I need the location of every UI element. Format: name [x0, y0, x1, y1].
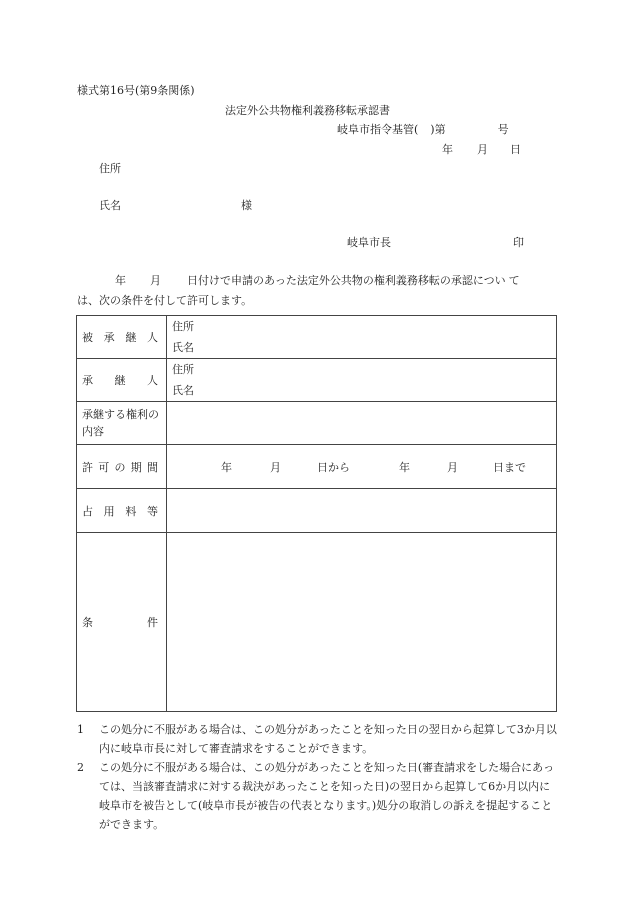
transferee-label	[77, 359, 167, 402]
reference-number	[337, 123, 509, 137]
transferor-address-label: 住所	[172, 320, 194, 333]
reference-mid: )第	[430, 123, 446, 136]
period-month-2: 月	[447, 460, 458, 474]
label-char: 等	[146, 504, 158, 518]
rights-label	[77, 402, 167, 445]
period-year-2: 年	[399, 460, 410, 474]
label-char: 条	[82, 616, 93, 629]
period-field[interactable]	[167, 445, 557, 489]
label-char: 人	[146, 331, 158, 344]
issuer-name: 岐阜市長	[347, 236, 391, 249]
addressee-address-label: 住所	[99, 162, 121, 175]
note-item	[77, 758, 557, 834]
label-char: 許	[82, 460, 93, 474]
note-text: この処分に不服がある場合は、この処分があったことを知った日(審査請求をした場合にあっては、当該審査請求に対する裁決があったことを知った日)の翌日から起算して6か月以内に岐阜市を被告として(岐阜市長が被告の代表となります。)処分の取消しの訴えを提起することができます。	[99, 761, 555, 831]
label-char: 承	[82, 374, 93, 387]
document-title: 法定外公共物権利義務移転承認書	[225, 104, 390, 117]
date-month: 月	[477, 143, 488, 156]
note-number: 2	[77, 761, 84, 774]
issue-date	[442, 143, 521, 157]
notes	[77, 720, 557, 834]
addressee-honorific: 様	[241, 199, 252, 212]
rights-label-text: 承継する権利の内容	[82, 408, 159, 438]
fee-label	[77, 489, 167, 533]
conditions-row	[77, 533, 557, 712]
body-line1	[187, 274, 520, 288]
body-line1-end: て	[508, 274, 520, 287]
label-char: 期	[130, 460, 142, 474]
addressee-name-label: 氏名	[99, 199, 121, 212]
approval-form-table	[76, 315, 557, 712]
form-number: 様式第16号(第9条関係)	[77, 84, 195, 97]
body-year: 年	[115, 274, 126, 287]
date-day: 日	[510, 143, 521, 156]
rights-field[interactable]	[167, 402, 557, 445]
body-line2: は、次の条件を付して許可します。	[77, 294, 253, 307]
note-number: 1	[77, 723, 84, 736]
label-char: 料	[125, 504, 137, 518]
transferor-fields[interactable]	[167, 316, 557, 359]
period-label	[77, 445, 167, 489]
transferee-fields[interactable]	[167, 359, 557, 402]
transferee-name-label: 氏名	[172, 384, 194, 397]
transferee-row	[77, 359, 557, 402]
period-month-1: 月	[270, 460, 281, 474]
conditions-label	[77, 533, 167, 712]
label-char: 件	[147, 616, 158, 629]
note-item	[77, 720, 557, 758]
label-char: 被	[82, 331, 93, 344]
period-row	[77, 445, 557, 489]
period-until: 日まで	[493, 460, 526, 474]
rights-row	[77, 402, 557, 445]
note-text: この処分に不服がある場合は、この処分があったことを知った日の翌日から起算して3か月以内に岐阜市長に対して審査請求をすることができます。	[99, 723, 557, 755]
fee-row	[77, 489, 557, 533]
body-month: 月	[150, 274, 161, 287]
period-year-1: 年	[221, 460, 232, 474]
issuer-seal: 印	[513, 236, 524, 249]
label-char: 間	[147, 460, 158, 474]
label-char: 可	[98, 460, 110, 474]
date-year: 年	[442, 143, 453, 156]
fee-field[interactable]	[167, 489, 557, 533]
body-line1-text: 日付けで申請のあった法定外公共物の権利義務移転の承認につい	[187, 274, 506, 287]
label-char: 継	[114, 374, 126, 387]
reference-prefix: 岐阜市指令基管(	[337, 123, 419, 136]
transferor-name-label: 氏名	[172, 341, 194, 354]
label-char: 承	[103, 331, 115, 344]
transferor-row	[77, 316, 557, 359]
label-char: 継	[125, 331, 137, 344]
conditions-field[interactable]	[167, 533, 557, 712]
label-char: 人	[147, 374, 158, 387]
label-char: 用	[103, 504, 115, 518]
transferee-address-label: 住所	[172, 363, 194, 376]
label-char: 占	[82, 504, 93, 518]
period-from: 日から	[317, 460, 350, 474]
transferor-label	[77, 316, 167, 359]
reference-suffix: 号	[497, 123, 509, 136]
label-char: の	[114, 460, 126, 474]
